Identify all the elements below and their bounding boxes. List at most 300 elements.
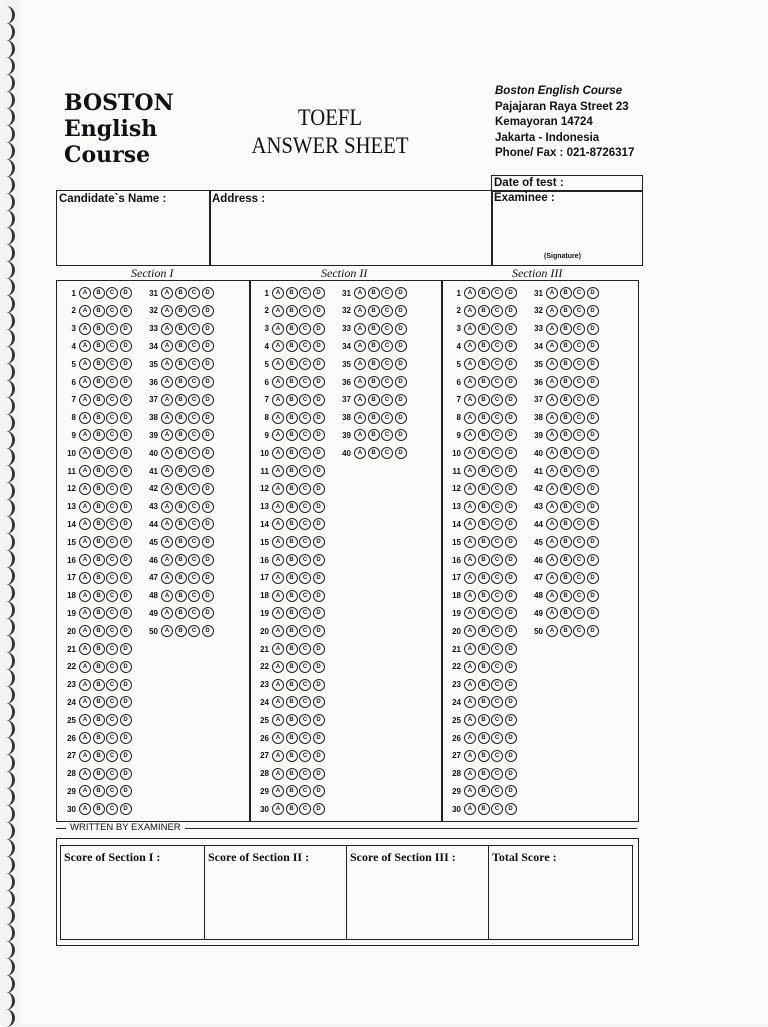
answer-bubble-b[interactable]: B bbox=[93, 358, 105, 370]
answer-bubble-a[interactable]: A bbox=[272, 501, 284, 513]
answer-bubble-b[interactable]: B bbox=[286, 394, 298, 406]
answer-bubble-c[interactable]: C bbox=[188, 376, 200, 388]
answer-bubble-d[interactable]: D bbox=[202, 501, 214, 513]
answer-bubble-d[interactable]: D bbox=[120, 607, 132, 619]
answer-bubble-b[interactable]: B bbox=[560, 465, 572, 477]
answer-bubble-b[interactable]: B bbox=[93, 625, 105, 637]
answer-bubble-d[interactable]: D bbox=[120, 785, 132, 797]
answer-bubble-a[interactable]: A bbox=[354, 323, 366, 335]
answer-bubble-b[interactable]: B bbox=[478, 376, 490, 388]
answer-bubble-c[interactable]: C bbox=[106, 732, 118, 744]
answer-bubble-b[interactable]: B bbox=[478, 696, 490, 708]
answer-bubble-d[interactable]: D bbox=[395, 305, 407, 317]
answer-bubble-c[interactable]: C bbox=[188, 518, 200, 530]
score-box-section-1[interactable] bbox=[60, 845, 205, 940]
answer-bubble-d[interactable]: D bbox=[313, 394, 325, 406]
answer-bubble-b[interactable]: B bbox=[478, 447, 490, 459]
answer-bubble-a[interactable]: A bbox=[464, 394, 476, 406]
answer-bubble-c[interactable]: C bbox=[106, 572, 118, 584]
answer-bubble-d[interactable]: D bbox=[202, 536, 214, 548]
answer-bubble-c[interactable]: C bbox=[299, 358, 311, 370]
answer-bubble-b[interactable]: B bbox=[478, 732, 490, 744]
answer-bubble-b[interactable]: B bbox=[93, 572, 105, 584]
answer-bubble-d[interactable]: D bbox=[202, 323, 214, 335]
answer-bubble-c[interactable]: C bbox=[491, 394, 503, 406]
answer-bubble-a[interactable]: A bbox=[464, 732, 476, 744]
answer-bubble-c[interactable]: C bbox=[299, 643, 311, 655]
answer-bubble-a[interactable]: A bbox=[272, 572, 284, 584]
answer-bubble-c[interactable]: C bbox=[299, 750, 311, 762]
answer-bubble-b[interactable]: B bbox=[286, 412, 298, 424]
answer-bubble-c[interactable]: C bbox=[573, 625, 585, 637]
answer-bubble-a[interactable]: A bbox=[464, 572, 476, 584]
answer-bubble-b[interactable]: B bbox=[286, 785, 298, 797]
answer-bubble-b[interactable]: B bbox=[93, 679, 105, 691]
answer-bubble-d[interactable]: D bbox=[395, 287, 407, 299]
answer-bubble-a[interactable]: A bbox=[79, 483, 91, 495]
answer-bubble-c[interactable]: C bbox=[188, 554, 200, 566]
answer-bubble-b[interactable]: B bbox=[175, 483, 187, 495]
answer-bubble-c[interactable]: C bbox=[573, 287, 585, 299]
answer-bubble-a[interactable]: A bbox=[272, 554, 284, 566]
answer-bubble-d[interactable]: D bbox=[587, 607, 599, 619]
answer-bubble-b[interactable]: B bbox=[93, 518, 105, 530]
answer-bubble-c[interactable]: C bbox=[106, 501, 118, 513]
answer-bubble-c[interactable]: C bbox=[491, 536, 503, 548]
answer-bubble-c[interactable]: C bbox=[188, 323, 200, 335]
answer-bubble-d[interactable]: D bbox=[587, 483, 599, 495]
answer-bubble-d[interactable]: D bbox=[313, 429, 325, 441]
answer-bubble-d[interactable]: D bbox=[587, 394, 599, 406]
answer-bubble-c[interactable]: C bbox=[299, 732, 311, 744]
answer-bubble-b[interactable]: B bbox=[560, 607, 572, 619]
answer-bubble-a[interactable]: A bbox=[354, 340, 366, 352]
answer-bubble-c[interactable]: C bbox=[106, 287, 118, 299]
answer-bubble-d[interactable]: D bbox=[120, 714, 132, 726]
answer-bubble-b[interactable]: B bbox=[286, 661, 298, 673]
answer-bubble-b[interactable]: B bbox=[93, 323, 105, 335]
answer-bubble-d[interactable]: D bbox=[313, 501, 325, 513]
answer-bubble-c[interactable]: C bbox=[491, 768, 503, 780]
answer-bubble-a[interactable]: A bbox=[464, 465, 476, 477]
answer-bubble-c[interactable]: C bbox=[106, 536, 118, 548]
answer-bubble-b[interactable]: B bbox=[286, 305, 298, 317]
answer-bubble-b[interactable]: B bbox=[175, 447, 187, 459]
answer-bubble-b[interactable]: B bbox=[286, 483, 298, 495]
answer-bubble-a[interactable]: A bbox=[161, 536, 173, 548]
answer-bubble-b[interactable]: B bbox=[286, 607, 298, 619]
answer-bubble-a[interactable]: A bbox=[272, 305, 284, 317]
answer-bubble-a[interactable]: A bbox=[272, 447, 284, 459]
answer-bubble-d[interactable]: D bbox=[313, 358, 325, 370]
answer-bubble-d[interactable]: D bbox=[202, 465, 214, 477]
answer-bubble-d[interactable]: D bbox=[587, 287, 599, 299]
answer-bubble-d[interactable]: D bbox=[505, 732, 517, 744]
answer-bubble-d[interactable]: D bbox=[120, 590, 132, 602]
answer-bubble-b[interactable]: B bbox=[175, 554, 187, 566]
answer-bubble-b[interactable]: B bbox=[175, 376, 187, 388]
answer-bubble-c[interactable]: C bbox=[491, 305, 503, 317]
answer-bubble-a[interactable]: A bbox=[546, 394, 558, 406]
answer-bubble-d[interactable]: D bbox=[505, 465, 517, 477]
answer-bubble-c[interactable]: C bbox=[299, 696, 311, 708]
answer-bubble-a[interactable]: A bbox=[79, 376, 91, 388]
answer-bubble-d[interactable]: D bbox=[120, 376, 132, 388]
answer-bubble-a[interactable]: A bbox=[546, 429, 558, 441]
answer-bubble-d[interactable]: D bbox=[313, 483, 325, 495]
answer-bubble-d[interactable]: D bbox=[587, 412, 599, 424]
answer-bubble-b[interactable]: B bbox=[175, 625, 187, 637]
answer-bubble-b[interactable]: B bbox=[93, 714, 105, 726]
answer-bubble-a[interactable]: A bbox=[79, 696, 91, 708]
answer-bubble-a[interactable]: A bbox=[464, 412, 476, 424]
answer-bubble-d[interactable]: D bbox=[505, 287, 517, 299]
answer-bubble-a[interactable]: A bbox=[464, 447, 476, 459]
answer-bubble-a[interactable]: A bbox=[546, 465, 558, 477]
answer-bubble-d[interactable]: D bbox=[120, 732, 132, 744]
answer-bubble-d[interactable]: D bbox=[587, 447, 599, 459]
answer-bubble-b[interactable]: B bbox=[478, 625, 490, 637]
answer-bubble-a[interactable]: A bbox=[161, 572, 173, 584]
answer-bubble-d[interactable]: D bbox=[395, 394, 407, 406]
answer-bubble-d[interactable]: D bbox=[587, 518, 599, 530]
answer-bubble-a[interactable]: A bbox=[464, 340, 476, 352]
answer-bubble-c[interactable]: C bbox=[491, 714, 503, 726]
answer-bubble-d[interactable]: D bbox=[120, 305, 132, 317]
answer-bubble-b[interactable]: B bbox=[478, 590, 490, 602]
answer-bubble-c[interactable]: C bbox=[188, 590, 200, 602]
answer-bubble-b[interactable]: B bbox=[93, 447, 105, 459]
answer-bubble-a[interactable]: A bbox=[272, 590, 284, 602]
answer-bubble-d[interactable]: D bbox=[313, 518, 325, 530]
answer-bubble-d[interactable]: D bbox=[120, 661, 132, 673]
answer-bubble-c[interactable]: C bbox=[491, 785, 503, 797]
answer-bubble-d[interactable]: D bbox=[505, 501, 517, 513]
answer-bubble-d[interactable]: D bbox=[313, 803, 325, 815]
answer-bubble-b[interactable]: B bbox=[286, 340, 298, 352]
answer-bubble-d[interactable]: D bbox=[313, 572, 325, 584]
answer-bubble-b[interactable]: B bbox=[478, 750, 490, 762]
answer-bubble-b[interactable]: B bbox=[368, 323, 380, 335]
answer-bubble-d[interactable]: D bbox=[587, 429, 599, 441]
answer-bubble-b[interactable]: B bbox=[93, 376, 105, 388]
answer-bubble-d[interactable]: D bbox=[505, 536, 517, 548]
answer-bubble-c[interactable]: C bbox=[491, 554, 503, 566]
answer-bubble-c[interactable]: C bbox=[299, 536, 311, 548]
answer-bubble-a[interactable]: A bbox=[272, 376, 284, 388]
answer-bubble-b[interactable]: B bbox=[560, 412, 572, 424]
answer-bubble-b[interactable]: B bbox=[560, 447, 572, 459]
answer-bubble-d[interactable]: D bbox=[505, 429, 517, 441]
answer-bubble-c[interactable]: C bbox=[573, 447, 585, 459]
answer-bubble-d[interactable]: D bbox=[505, 305, 517, 317]
answer-bubble-a[interactable]: A bbox=[464, 803, 476, 815]
answer-bubble-c[interactable]: C bbox=[106, 590, 118, 602]
answer-bubble-a[interactable]: A bbox=[79, 429, 91, 441]
answer-bubble-b[interactable]: B bbox=[560, 287, 572, 299]
answer-bubble-d[interactable]: D bbox=[313, 554, 325, 566]
answer-bubble-a[interactable]: A bbox=[79, 590, 91, 602]
answer-bubble-b[interactable]: B bbox=[175, 287, 187, 299]
answer-bubble-b[interactable]: B bbox=[478, 394, 490, 406]
answer-bubble-d[interactable]: D bbox=[313, 340, 325, 352]
answer-bubble-a[interactable]: A bbox=[546, 590, 558, 602]
answer-bubble-b[interactable]: B bbox=[478, 714, 490, 726]
answer-bubble-a[interactable]: A bbox=[161, 447, 173, 459]
answer-bubble-d[interactable]: D bbox=[120, 768, 132, 780]
answer-bubble-d[interactable]: D bbox=[202, 518, 214, 530]
answer-bubble-a[interactable]: A bbox=[546, 305, 558, 317]
answer-bubble-d[interactable]: D bbox=[505, 572, 517, 584]
answer-bubble-d[interactable]: D bbox=[587, 305, 599, 317]
answer-bubble-b[interactable]: B bbox=[175, 465, 187, 477]
answer-bubble-c[interactable]: C bbox=[106, 483, 118, 495]
answer-bubble-b[interactable]: B bbox=[175, 607, 187, 619]
answer-bubble-b[interactable]: B bbox=[368, 447, 380, 459]
answer-bubble-b[interactable]: B bbox=[175, 536, 187, 548]
examinee-field[interactable] bbox=[491, 190, 643, 266]
answer-bubble-a[interactable]: A bbox=[161, 501, 173, 513]
answer-bubble-a[interactable]: A bbox=[272, 750, 284, 762]
answer-bubble-d[interactable]: D bbox=[587, 358, 599, 370]
answer-bubble-b[interactable]: B bbox=[175, 340, 187, 352]
answer-bubble-d[interactable]: D bbox=[313, 536, 325, 548]
answer-bubble-c[interactable]: C bbox=[573, 305, 585, 317]
answer-bubble-a[interactable]: A bbox=[161, 323, 173, 335]
answer-bubble-d[interactable]: D bbox=[120, 429, 132, 441]
answer-bubble-a[interactable]: A bbox=[161, 340, 173, 352]
answer-bubble-b[interactable]: B bbox=[368, 287, 380, 299]
answer-bubble-a[interactable]: A bbox=[354, 305, 366, 317]
answer-bubble-d[interactable]: D bbox=[120, 625, 132, 637]
answer-bubble-b[interactable]: B bbox=[93, 643, 105, 655]
answer-bubble-b[interactable]: B bbox=[560, 340, 572, 352]
answer-bubble-c[interactable]: C bbox=[299, 483, 311, 495]
answer-bubble-a[interactable]: A bbox=[79, 358, 91, 370]
answer-bubble-d[interactable]: D bbox=[395, 358, 407, 370]
answer-bubble-a[interactable]: A bbox=[546, 358, 558, 370]
answer-bubble-a[interactable]: A bbox=[464, 429, 476, 441]
answer-bubble-a[interactable]: A bbox=[272, 287, 284, 299]
answer-bubble-b[interactable]: B bbox=[286, 358, 298, 370]
answer-bubble-c[interactable]: C bbox=[491, 412, 503, 424]
answer-bubble-a[interactable]: A bbox=[161, 358, 173, 370]
answer-bubble-d[interactable]: D bbox=[505, 785, 517, 797]
answer-bubble-d[interactable]: D bbox=[505, 625, 517, 637]
answer-bubble-a[interactable]: A bbox=[161, 287, 173, 299]
answer-bubble-c[interactable]: C bbox=[106, 412, 118, 424]
answer-bubble-a[interactable]: A bbox=[354, 376, 366, 388]
answer-bubble-d[interactable]: D bbox=[120, 483, 132, 495]
answer-bubble-b[interactable]: B bbox=[286, 750, 298, 762]
answer-bubble-a[interactable]: A bbox=[546, 536, 558, 548]
answer-bubble-d[interactable]: D bbox=[120, 803, 132, 815]
answer-bubble-d[interactable]: D bbox=[120, 323, 132, 335]
answer-bubble-d[interactable]: D bbox=[505, 714, 517, 726]
answer-bubble-c[interactable]: C bbox=[106, 625, 118, 637]
answer-bubble-b[interactable]: B bbox=[286, 554, 298, 566]
answer-bubble-c[interactable]: C bbox=[491, 376, 503, 388]
answer-bubble-d[interactable]: D bbox=[120, 287, 132, 299]
answer-bubble-d[interactable]: D bbox=[313, 447, 325, 459]
answer-bubble-d[interactable]: D bbox=[587, 376, 599, 388]
answer-bubble-c[interactable]: C bbox=[491, 679, 503, 691]
answer-bubble-a[interactable]: A bbox=[161, 305, 173, 317]
answer-bubble-b[interactable]: B bbox=[93, 501, 105, 513]
answer-bubble-a[interactable]: A bbox=[79, 732, 91, 744]
answer-bubble-a[interactable]: A bbox=[79, 643, 91, 655]
answer-bubble-d[interactable]: D bbox=[505, 661, 517, 673]
answer-bubble-b[interactable]: B bbox=[478, 483, 490, 495]
answer-bubble-b[interactable]: B bbox=[286, 696, 298, 708]
answer-bubble-a[interactable]: A bbox=[272, 465, 284, 477]
answer-bubble-c[interactable]: C bbox=[188, 340, 200, 352]
answer-bubble-d[interactable]: D bbox=[313, 590, 325, 602]
answer-bubble-c[interactable]: C bbox=[106, 305, 118, 317]
answer-bubble-b[interactable]: B bbox=[286, 447, 298, 459]
answer-bubble-c[interactable]: C bbox=[299, 305, 311, 317]
answer-bubble-d[interactable]: D bbox=[395, 376, 407, 388]
answer-bubble-c[interactable]: C bbox=[491, 643, 503, 655]
answer-bubble-b[interactable]: B bbox=[93, 750, 105, 762]
answer-bubble-a[interactable]: A bbox=[464, 501, 476, 513]
answer-bubble-d[interactable]: D bbox=[120, 750, 132, 762]
answer-bubble-c[interactable]: C bbox=[573, 554, 585, 566]
answer-bubble-b[interactable]: B bbox=[286, 714, 298, 726]
answer-bubble-c[interactable]: C bbox=[106, 554, 118, 566]
answer-bubble-d[interactable]: D bbox=[313, 785, 325, 797]
answer-bubble-d[interactable]: D bbox=[505, 323, 517, 335]
answer-bubble-b[interactable]: B bbox=[286, 287, 298, 299]
answer-bubble-a[interactable]: A bbox=[272, 768, 284, 780]
answer-bubble-b[interactable]: B bbox=[93, 803, 105, 815]
answer-bubble-b[interactable]: B bbox=[286, 732, 298, 744]
answer-bubble-c[interactable]: C bbox=[299, 376, 311, 388]
answer-bubble-b[interactable]: B bbox=[175, 501, 187, 513]
answer-bubble-b[interactable]: B bbox=[286, 518, 298, 530]
answer-bubble-d[interactable]: D bbox=[120, 643, 132, 655]
score-box-total[interactable] bbox=[489, 845, 633, 940]
answer-bubble-b[interactable]: B bbox=[478, 518, 490, 530]
answer-bubble-c[interactable]: C bbox=[299, 501, 311, 513]
answer-bubble-b[interactable]: B bbox=[560, 358, 572, 370]
answer-bubble-c[interactable]: C bbox=[106, 696, 118, 708]
answer-bubble-d[interactable]: D bbox=[120, 447, 132, 459]
answer-bubble-a[interactable]: A bbox=[161, 465, 173, 477]
answer-bubble-a[interactable]: A bbox=[464, 661, 476, 673]
answer-bubble-b[interactable]: B bbox=[560, 554, 572, 566]
answer-bubble-c[interactable]: C bbox=[188, 305, 200, 317]
answer-bubble-a[interactable]: A bbox=[272, 785, 284, 797]
answer-bubble-b[interactable]: B bbox=[175, 429, 187, 441]
answer-bubble-a[interactable]: A bbox=[79, 750, 91, 762]
answer-bubble-c[interactable]: C bbox=[381, 358, 393, 370]
answer-bubble-c[interactable]: C bbox=[106, 714, 118, 726]
answer-bubble-b[interactable]: B bbox=[560, 376, 572, 388]
answer-bubble-d[interactable]: D bbox=[120, 394, 132, 406]
answer-bubble-a[interactable]: A bbox=[79, 785, 91, 797]
answer-bubble-d[interactable]: D bbox=[202, 287, 214, 299]
answer-bubble-a[interactable]: A bbox=[272, 394, 284, 406]
answer-bubble-c[interactable]: C bbox=[491, 590, 503, 602]
answer-bubble-d[interactable]: D bbox=[202, 625, 214, 637]
answer-bubble-d[interactable]: D bbox=[587, 572, 599, 584]
answer-bubble-b[interactable]: B bbox=[560, 429, 572, 441]
answer-bubble-c[interactable]: C bbox=[188, 447, 200, 459]
answer-bubble-a[interactable]: A bbox=[161, 412, 173, 424]
answer-bubble-b[interactable]: B bbox=[368, 340, 380, 352]
answer-bubble-d[interactable]: D bbox=[202, 376, 214, 388]
answer-bubble-c[interactable]: C bbox=[299, 625, 311, 637]
answer-bubble-d[interactable]: D bbox=[313, 376, 325, 388]
answer-bubble-c[interactable]: C bbox=[573, 483, 585, 495]
answer-bubble-b[interactable]: B bbox=[175, 572, 187, 584]
answer-bubble-c[interactable]: C bbox=[491, 429, 503, 441]
answer-bubble-d[interactable]: D bbox=[202, 607, 214, 619]
answer-bubble-b[interactable]: B bbox=[560, 483, 572, 495]
answer-bubble-b[interactable]: B bbox=[478, 803, 490, 815]
answer-bubble-d[interactable]: D bbox=[202, 340, 214, 352]
answer-bubble-c[interactable]: C bbox=[491, 483, 503, 495]
answer-bubble-d[interactable]: D bbox=[120, 572, 132, 584]
answer-bubble-a[interactable]: A bbox=[464, 305, 476, 317]
answer-bubble-d[interactable]: D bbox=[202, 394, 214, 406]
answer-bubble-a[interactable]: A bbox=[79, 501, 91, 513]
answer-bubble-b[interactable]: B bbox=[478, 679, 490, 691]
answer-bubble-b[interactable]: B bbox=[560, 572, 572, 584]
answer-bubble-a[interactable]: A bbox=[272, 536, 284, 548]
answer-bubble-b[interactable]: B bbox=[560, 590, 572, 602]
answer-bubble-a[interactable]: A bbox=[79, 305, 91, 317]
answer-bubble-b[interactable]: B bbox=[93, 394, 105, 406]
answer-bubble-a[interactable]: A bbox=[546, 572, 558, 584]
answer-bubble-d[interactable]: D bbox=[313, 287, 325, 299]
answer-bubble-a[interactable]: A bbox=[272, 607, 284, 619]
answer-bubble-c[interactable]: C bbox=[573, 376, 585, 388]
answer-bubble-c[interactable]: C bbox=[106, 394, 118, 406]
answer-bubble-a[interactable]: A bbox=[272, 323, 284, 335]
answer-bubble-a[interactable]: A bbox=[464, 554, 476, 566]
answer-bubble-c[interactable]: C bbox=[573, 412, 585, 424]
answer-bubble-d[interactable]: D bbox=[313, 732, 325, 744]
answer-bubble-c[interactable]: C bbox=[491, 358, 503, 370]
answer-bubble-a[interactable]: A bbox=[79, 607, 91, 619]
answer-bubble-c[interactable]: C bbox=[381, 287, 393, 299]
answer-bubble-d[interactable]: D bbox=[505, 358, 517, 370]
answer-bubble-a[interactable]: A bbox=[79, 572, 91, 584]
answer-bubble-a[interactable]: A bbox=[464, 518, 476, 530]
answer-bubble-c[interactable]: C bbox=[188, 412, 200, 424]
answer-bubble-a[interactable]: A bbox=[464, 625, 476, 637]
answer-bubble-c[interactable]: C bbox=[573, 465, 585, 477]
answer-bubble-d[interactable]: D bbox=[313, 679, 325, 691]
answer-bubble-d[interactable]: D bbox=[395, 429, 407, 441]
answer-bubble-a[interactable]: A bbox=[464, 768, 476, 780]
answer-bubble-b[interactable]: B bbox=[286, 429, 298, 441]
answer-bubble-c[interactable]: C bbox=[491, 518, 503, 530]
answer-bubble-b[interactable]: B bbox=[368, 358, 380, 370]
answer-bubble-a[interactable]: A bbox=[464, 679, 476, 691]
answer-bubble-a[interactable]: A bbox=[272, 483, 284, 495]
answer-bubble-b[interactable]: B bbox=[478, 607, 490, 619]
answer-bubble-d[interactable]: D bbox=[313, 643, 325, 655]
answer-bubble-c[interactable]: C bbox=[381, 340, 393, 352]
answer-bubble-c[interactable]: C bbox=[106, 785, 118, 797]
answer-bubble-c[interactable]: C bbox=[106, 661, 118, 673]
answer-bubble-a[interactable]: A bbox=[464, 607, 476, 619]
answer-bubble-b[interactable]: B bbox=[368, 376, 380, 388]
answer-bubble-a[interactable]: A bbox=[161, 483, 173, 495]
